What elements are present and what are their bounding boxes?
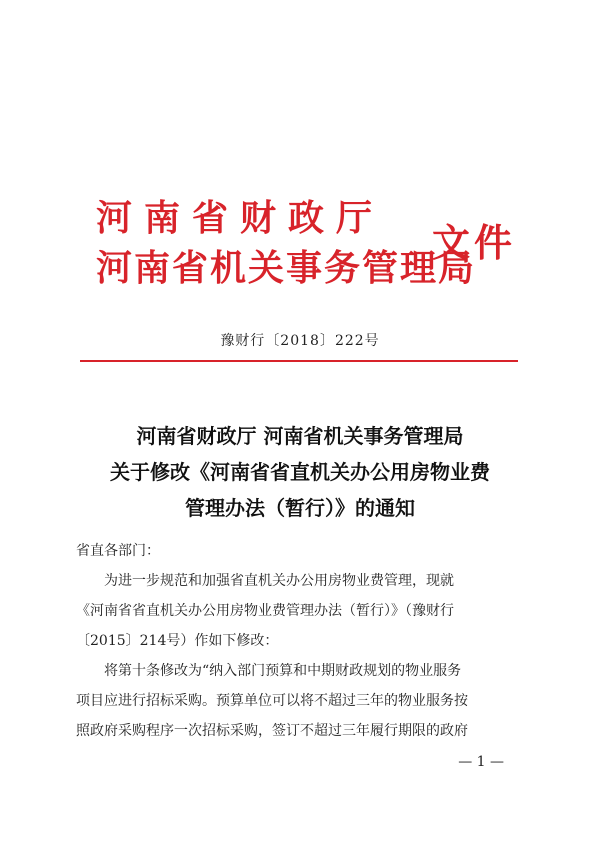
document-number: 豫财行〔2018〕222号: [220, 333, 380, 349]
header-agency-1: 河南省财政厅: [96, 197, 385, 239]
red-divider: [80, 360, 518, 362]
paragraph-2-line-2: 项目应进行招标采购。预算单位可以将不超过三年的物业服务按: [76, 693, 468, 709]
page-number: — 1 —: [458, 754, 504, 770]
paragraph-2-line-3: 照政府采购程序一次招标采购，签订不超过三年履行期限的政府: [76, 723, 468, 739]
paragraph-1-line-2: 《河南省省直机关办公用房物业费管理办法（暂行）》（豫财行: [76, 603, 454, 619]
paragraph-1-line-1: 为进一步规范和加强省直机关办公用房物业费管理，现就: [104, 573, 454, 589]
header-agency-2: 河南省机关事务管理局: [96, 247, 477, 289]
header-suffix: 文件: [432, 220, 517, 265]
title-line-2: 关于修改《河南省省直机关办公用房物业费: [110, 460, 490, 484]
title-line-3: 管理办法（暂行）》的通知: [185, 496, 415, 520]
document-title: [0, 418, 600, 526]
document-body: [76, 536, 524, 746]
red-header: [96, 190, 516, 290]
paragraph-1-line-3: 〔2015〕214号）作如下修改：: [76, 633, 279, 649]
paragraph-2-line-1: 将第十条修改为“纳入部门预算和中期财政规划的物业服务: [104, 663, 462, 679]
salutation: 省直各部门：: [76, 543, 160, 559]
title-line-1: 河南省财政厅 河南省机关事务管理局: [136, 424, 464, 448]
